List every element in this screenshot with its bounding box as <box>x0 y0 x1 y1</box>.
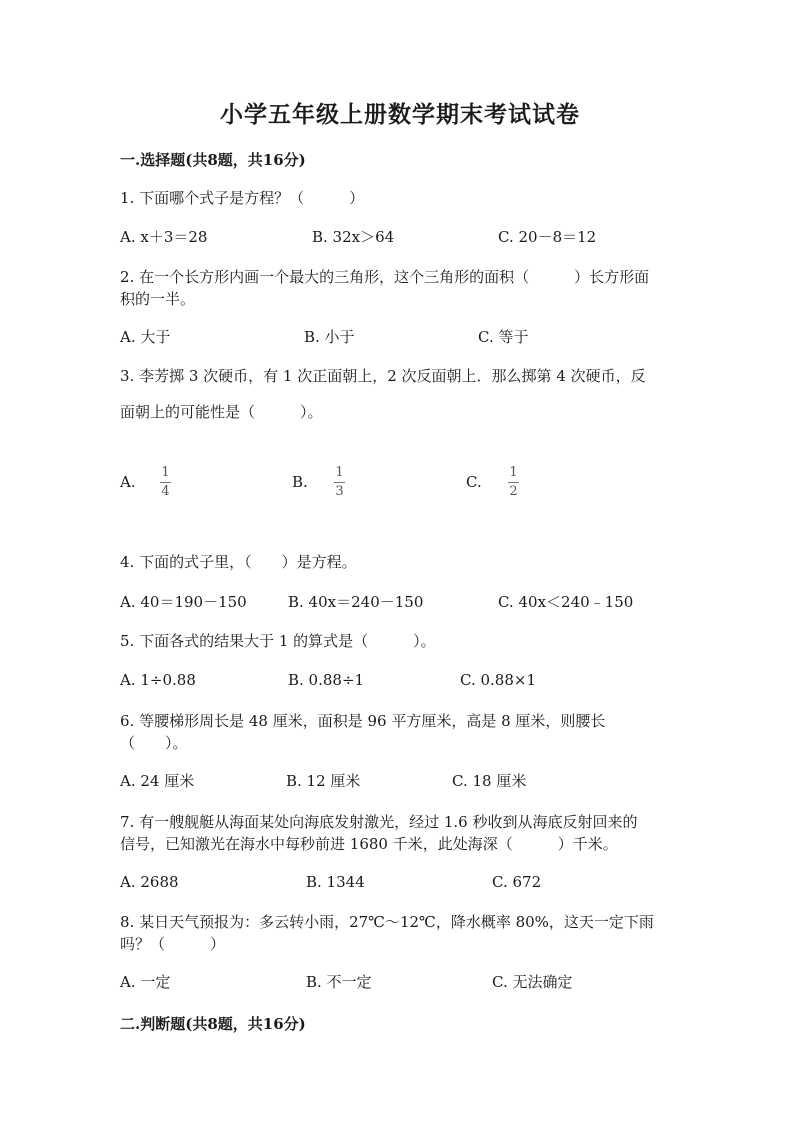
question-8-option-a: A. 一定 <box>120 973 171 991</box>
question-stem-line: 4. 下面的式子里，（ ）是方程。 <box>120 553 357 571</box>
question-stem-line: （ ）。 <box>120 734 188 752</box>
question-3-stem <box>120 358 690 430</box>
question-4-option-c: C. 40x＜240﹣150 <box>498 593 634 611</box>
question-2-option-c: C. 等于 <box>478 328 529 346</box>
question-3-option-a-fraction <box>160 466 171 499</box>
question-2-stem <box>120 266 690 310</box>
question-2-option-b: B. 小于 <box>304 328 355 346</box>
question-4-stem <box>120 551 690 573</box>
fraction-denominator: 2 <box>509 484 518 499</box>
question-stem-line: 3. 李芳掷 3 次硬币，有 1 次正面朝上，2 次反面朝上．那么掷第 4 次硬币，反 <box>120 367 646 385</box>
question-3-option-a-label: A. <box>120 473 136 491</box>
question-3-option-b-label: B. <box>292 473 308 491</box>
question-7-option-a: A. 2688 <box>120 873 179 891</box>
question-8-stem <box>120 911 690 955</box>
question-stem-line: 1. 下面哪个式子是方程？（ ） <box>120 189 365 207</box>
question-stem-line: 5. 下面各式的结果大于 1 的算式是（ ）。 <box>120 632 436 650</box>
question-1-option-a: A. x＋3＝28 <box>120 228 208 246</box>
question-stem-line: 吗？（ ） <box>120 935 226 953</box>
question-5-option-c: C. 0.88×1 <box>460 671 536 689</box>
question-1-option-b: B. 32x＞64 <box>312 228 395 246</box>
question-6-stem <box>120 710 690 754</box>
fraction-bar <box>334 482 345 483</box>
question-1-stem <box>120 187 690 209</box>
question-8-option-c: C. 无法确定 <box>492 973 573 991</box>
question-stem-line: 面朝上的可能性是（ ）。 <box>120 403 323 421</box>
question-6-option-c: C. 18 厘米 <box>452 772 527 790</box>
question-4-option-a: A. 40＝190－150 <box>120 593 247 611</box>
question-1-option-c: C. 20－8＝12 <box>498 228 597 246</box>
fraction-denominator: 3 <box>335 484 344 499</box>
question-stem-line: 积的一半。 <box>120 290 196 308</box>
question-stem-line: 7. 有一艘舰艇从海面某处向海底发射激光，经过 1.6 秒收到从海底反射回来的 <box>120 813 638 831</box>
question-3-option-b-fraction <box>334 466 345 499</box>
question-stem-line: 6. 等腰梯形周长是 48 厘米，面积是 96 平方厘米，高是 8 厘米，则腰长 <box>120 712 606 730</box>
fraction-numerator: 1 <box>161 465 170 480</box>
question-4-option-b: B. 40x＝240－150 <box>288 593 424 611</box>
question-stem-line: 2. 在一个长方形内画一个最大的三角形，这个三角形的面积（ ）长方形面 <box>120 268 650 286</box>
question-5-stem <box>120 630 690 652</box>
section-heading-true-false: 二.判断题(共8题，共16分) <box>120 1015 306 1033</box>
question-2-option-a: A. 大于 <box>120 328 171 346</box>
question-7-option-c: C. 672 <box>492 873 542 891</box>
section-heading-choice: 一.选择题(共8题，共16分) <box>120 151 306 169</box>
question-5-option-b: B. 0.88÷1 <box>288 671 365 689</box>
question-stem-line: 信号，已知激光在海水中每秒前进 1680 千米，此处海深（ ）千米。 <box>120 835 618 853</box>
question-6-option-a: A. 24 厘米 <box>120 772 195 790</box>
fraction-denominator: 4 <box>161 484 170 499</box>
question-stem-line: 8. 某日天气预报为：多云转小雨，27℃～12℃，降水概率 80%，这天一定下雨 <box>120 913 654 931</box>
question-7-option-b: B. 1344 <box>306 873 365 891</box>
fraction-numerator: 1 <box>335 465 344 480</box>
fraction-bar <box>160 482 171 483</box>
question-8-option-b: B. 不一定 <box>306 973 372 991</box>
question-5-option-a: A. 1÷0.88 <box>120 671 196 689</box>
question-6-option-b: B. 12 厘米 <box>286 772 361 790</box>
question-7-stem <box>120 811 690 855</box>
question-3-option-c-fraction <box>508 466 519 499</box>
fraction-bar <box>508 482 519 483</box>
question-3-option-c-label: C. <box>466 473 482 491</box>
fraction-numerator: 1 <box>509 465 518 480</box>
page-title: 小学五年级上册数学期末考试试卷 <box>220 101 580 128</box>
